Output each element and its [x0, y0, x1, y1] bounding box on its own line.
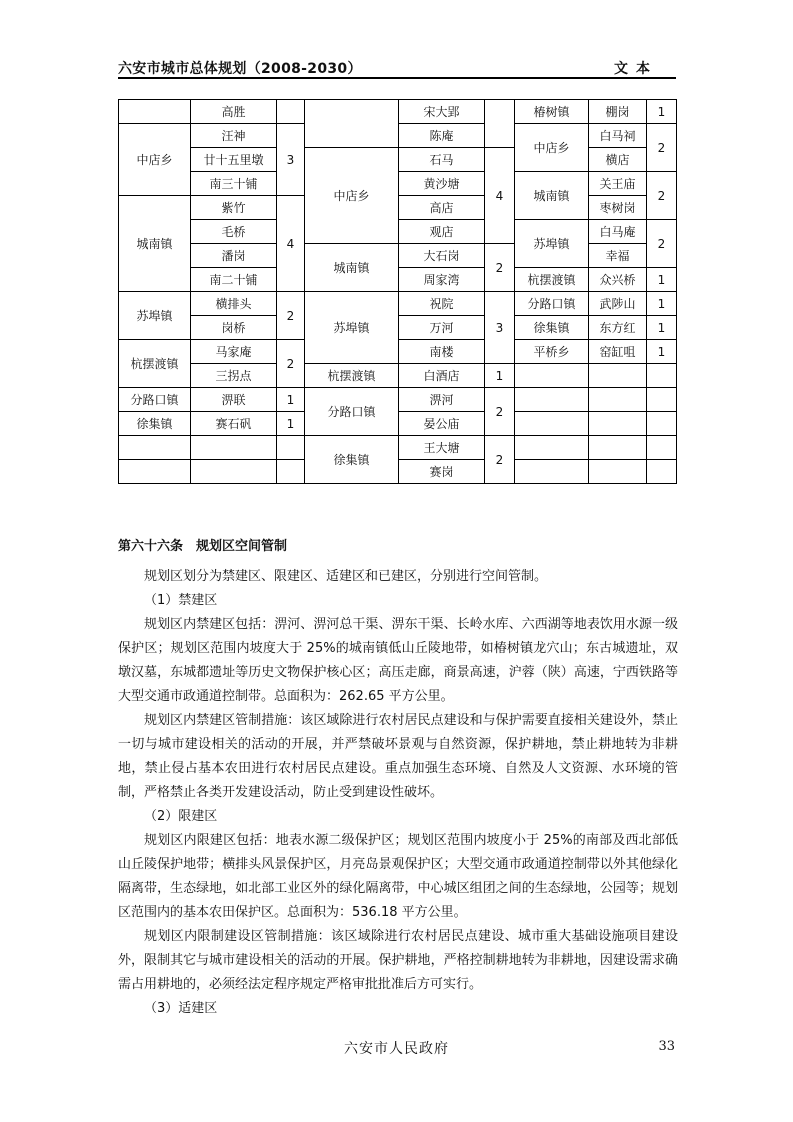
table-cell — [647, 436, 677, 460]
table-cell: 万河 — [399, 316, 485, 340]
document-title: 六安市城市总体规划（2008-2030） — [118, 61, 362, 77]
table-cell: 1 — [647, 100, 677, 124]
table-cell: 2 — [647, 220, 677, 268]
table-cell: 关王庙 — [589, 172, 647, 196]
village-table — [118, 99, 677, 484]
table-cell — [305, 100, 399, 148]
table-cell: 汪神 — [191, 124, 277, 148]
table-cell: 分路口镇 — [305, 388, 399, 436]
header-rule — [118, 77, 676, 79]
table-cell: 枣树岗 — [589, 196, 647, 220]
table-cell: 徐集镇 — [119, 412, 191, 436]
table-cell: 淠河 — [399, 388, 485, 412]
table-cell — [589, 412, 647, 436]
table-cell: 城南镇 — [119, 196, 191, 292]
table-cell: 陈庵 — [399, 124, 485, 148]
table-cell — [647, 412, 677, 436]
table-cell: 平桥乡 — [515, 340, 589, 364]
article-body — [118, 535, 678, 1021]
table-cell: 石马 — [399, 148, 485, 172]
table-cell: 潘岗 — [191, 244, 277, 268]
table-cell — [647, 460, 677, 484]
article-heading: 第六十六条 规划区空间管制 — [118, 539, 288, 554]
page-footer — [0, 1038, 793, 1062]
table-cell: 4 — [277, 196, 305, 292]
table-cell: 1 — [277, 388, 305, 412]
table-cell: 杭摆渡镇 — [515, 268, 589, 292]
table-cell: 大石岗 — [399, 244, 485, 268]
table-cell — [647, 364, 677, 388]
zone-restricted-title: （2）限建区 — [144, 809, 218, 824]
table-cell: 赛石矾 — [191, 412, 277, 436]
table-cell: 横店 — [589, 148, 647, 172]
table-cell: 徐集镇 — [515, 316, 589, 340]
zone-forbidden-measures: 规划区内禁建区管制措施：该区域除进行农村居民点建设和与保护需要直接相关建设外，禁止一切与城市建设相关的活动的开展，并严禁破坏景观与自然资源，保护耕地，禁止耕地转为非耕地，禁止侵占基本农田进行农村居民点建设。重点加强生态环境、自然及人文资源、水环境的管制，严格禁止各类开发建设活动，防止受到建设性破坏。 — [118, 713, 678, 800]
table-row — [119, 100, 677, 124]
table-cell: 杭摆渡镇 — [119, 340, 191, 388]
table-cell: 2 — [485, 436, 515, 484]
table-cell: 城南镇 — [305, 244, 399, 292]
table-cell: 苏埠镇 — [119, 292, 191, 340]
table-cell: 2 — [647, 172, 677, 220]
table-cell — [589, 436, 647, 460]
table-cell: 紫竹 — [191, 196, 277, 220]
table-cell: 2 — [277, 292, 305, 340]
table-row — [119, 148, 677, 172]
table-cell: 苏埠镇 — [305, 292, 399, 364]
table-cell — [515, 460, 589, 484]
table-cell — [589, 460, 647, 484]
table-cell: 1 — [277, 412, 305, 436]
page-number: 33 — [658, 1039, 675, 1054]
table-cell — [277, 460, 305, 484]
table-cell: 苏埠镇 — [515, 220, 589, 268]
table-cell: 3 — [277, 124, 305, 196]
table-cell: 廿十五里墩 — [191, 148, 277, 172]
table-cell — [119, 460, 191, 484]
table-cell: 城南镇 — [515, 172, 589, 220]
table-cell: 高店 — [399, 196, 485, 220]
table-cell: 武陟山 — [589, 292, 647, 316]
table-cell: 1 — [647, 340, 677, 364]
table-cell — [515, 436, 589, 460]
table-cell: 王大塘 — [399, 436, 485, 460]
zone-restricted-measures: 规划区内限制建设区管制措施：该区域除进行农村居民点建设、城市重大基础设施项目建设外，限制其它与城市建设相关的活动的开展。保护耕地，严格控制耕地转为非耕地，因建设需求确需占用耕地的，必须经法定程序规定严格审批批准后方可实行。 — [118, 929, 678, 992]
table-cell — [119, 100, 191, 124]
table-cell: 2 — [277, 340, 305, 388]
table-cell: 赛岗 — [399, 460, 485, 484]
table-cell — [589, 364, 647, 388]
table-cell — [191, 436, 277, 460]
table-row — [119, 436, 677, 460]
table-cell: 三拐点 — [191, 364, 277, 388]
table-cell: 4 — [485, 148, 515, 244]
table-cell — [515, 412, 589, 436]
table-cell: 白酒店 — [399, 364, 485, 388]
table-cell — [515, 364, 589, 388]
table-cell: 岗桥 — [191, 316, 277, 340]
table-cell: 窑缸咀 — [589, 340, 647, 364]
table-cell — [589, 388, 647, 412]
table-cell: 杭摆渡镇 — [305, 364, 399, 388]
table-cell: 1 — [485, 364, 515, 388]
table-cell — [277, 100, 305, 124]
table-cell: 2 — [485, 388, 515, 436]
table-row — [119, 364, 677, 388]
table-cell: 南楼 — [399, 340, 485, 364]
table-cell: 南二十铺 — [191, 268, 277, 292]
zone-forbidden-title: （1）禁建区 — [144, 593, 218, 608]
table-cell: 淠联 — [191, 388, 277, 412]
table-cell: 3 — [485, 292, 515, 364]
table-cell — [277, 436, 305, 460]
section-label: 文本 — [614, 61, 658, 77]
table-cell: 2 — [485, 244, 515, 292]
table-cell: 棚岗 — [589, 100, 647, 124]
table-cell: 中店乡 — [119, 124, 191, 196]
table-cell — [485, 100, 515, 148]
table-row — [119, 388, 677, 412]
table-cell: 周家湾 — [399, 268, 485, 292]
table-cell: 众兴桥 — [589, 268, 647, 292]
table-cell: 徐集镇 — [305, 436, 399, 484]
table-cell: 中店乡 — [515, 124, 589, 172]
table-cell: 观店 — [399, 220, 485, 244]
table-cell: 1 — [647, 292, 677, 316]
zone-forbidden-scope: 规划区内禁建区包括：淠河、淠河总干渠、淠东干渠、长岭水库、六西湖等地表饮用水源一级保护区；规划区范围内坡度大于 25%的城南镇低山丘陵地带，如椿树镇龙穴山；东古城遗址，双墩汉墓，东城都遗址等历史文物保护核心区；高压走廊，商景高速，沪蓉（陕）高速，宁西铁路等大型交通市政通道控制带。总面积为：262.65 平方公里。 — [118, 617, 678, 704]
table-cell: 分路口镇 — [515, 292, 589, 316]
table-cell: 横排头 — [191, 292, 277, 316]
table-cell: 白马祠 — [589, 124, 647, 148]
table-cell: 1 — [647, 316, 677, 340]
table-cell — [191, 460, 277, 484]
table-cell: 1 — [647, 268, 677, 292]
table-cell: 2 — [647, 124, 677, 172]
table-cell: 幸福 — [589, 244, 647, 268]
zone-suitable-title: （3）适建区 — [144, 1001, 218, 1016]
table-cell: 祝院 — [399, 292, 485, 316]
issuer-name: 六安市人民政府 — [344, 1041, 449, 1057]
table-cell: 南三十铺 — [191, 172, 277, 196]
article-intro: 规划区划分为禁建区、限建区、适建区和已建区，分别进行空间管制。 — [144, 569, 548, 584]
table-cell — [119, 436, 191, 460]
table-cell: 中店乡 — [305, 148, 399, 244]
table-row — [119, 244, 677, 268]
table-cell — [515, 388, 589, 412]
table-cell: 高胜 — [191, 100, 277, 124]
table-cell: 东方红 — [589, 316, 647, 340]
table-cell: 黄沙塘 — [399, 172, 485, 196]
table-cell: 马家庵 — [191, 340, 277, 364]
table-cell: 宋大郢 — [399, 100, 485, 124]
table-cell — [647, 388, 677, 412]
table-row — [119, 292, 677, 316]
table-cell: 晏公庙 — [399, 412, 485, 436]
table-cell: 分路口镇 — [119, 388, 191, 412]
table-cell: 椿树镇 — [515, 100, 589, 124]
table-cell: 白马庵 — [589, 220, 647, 244]
table-cell: 毛桥 — [191, 220, 277, 244]
zone-restricted-scope: 规划区内限建区包括：地表水源二级保护区；规划区范围内坡度小于 25%的南部及西北部低山丘陵保护地带；横排头风景保护区，月亮岛景观保护区；大型交通市政通道控制带以外其他绿化隔离带，生态绿地，如北部工业区外的绿化隔离带，中心城区组团之间的生态绿地，公园等；规划区范围内的基本农田保护区。总面积为：536.18 平方公里。 — [118, 833, 678, 920]
